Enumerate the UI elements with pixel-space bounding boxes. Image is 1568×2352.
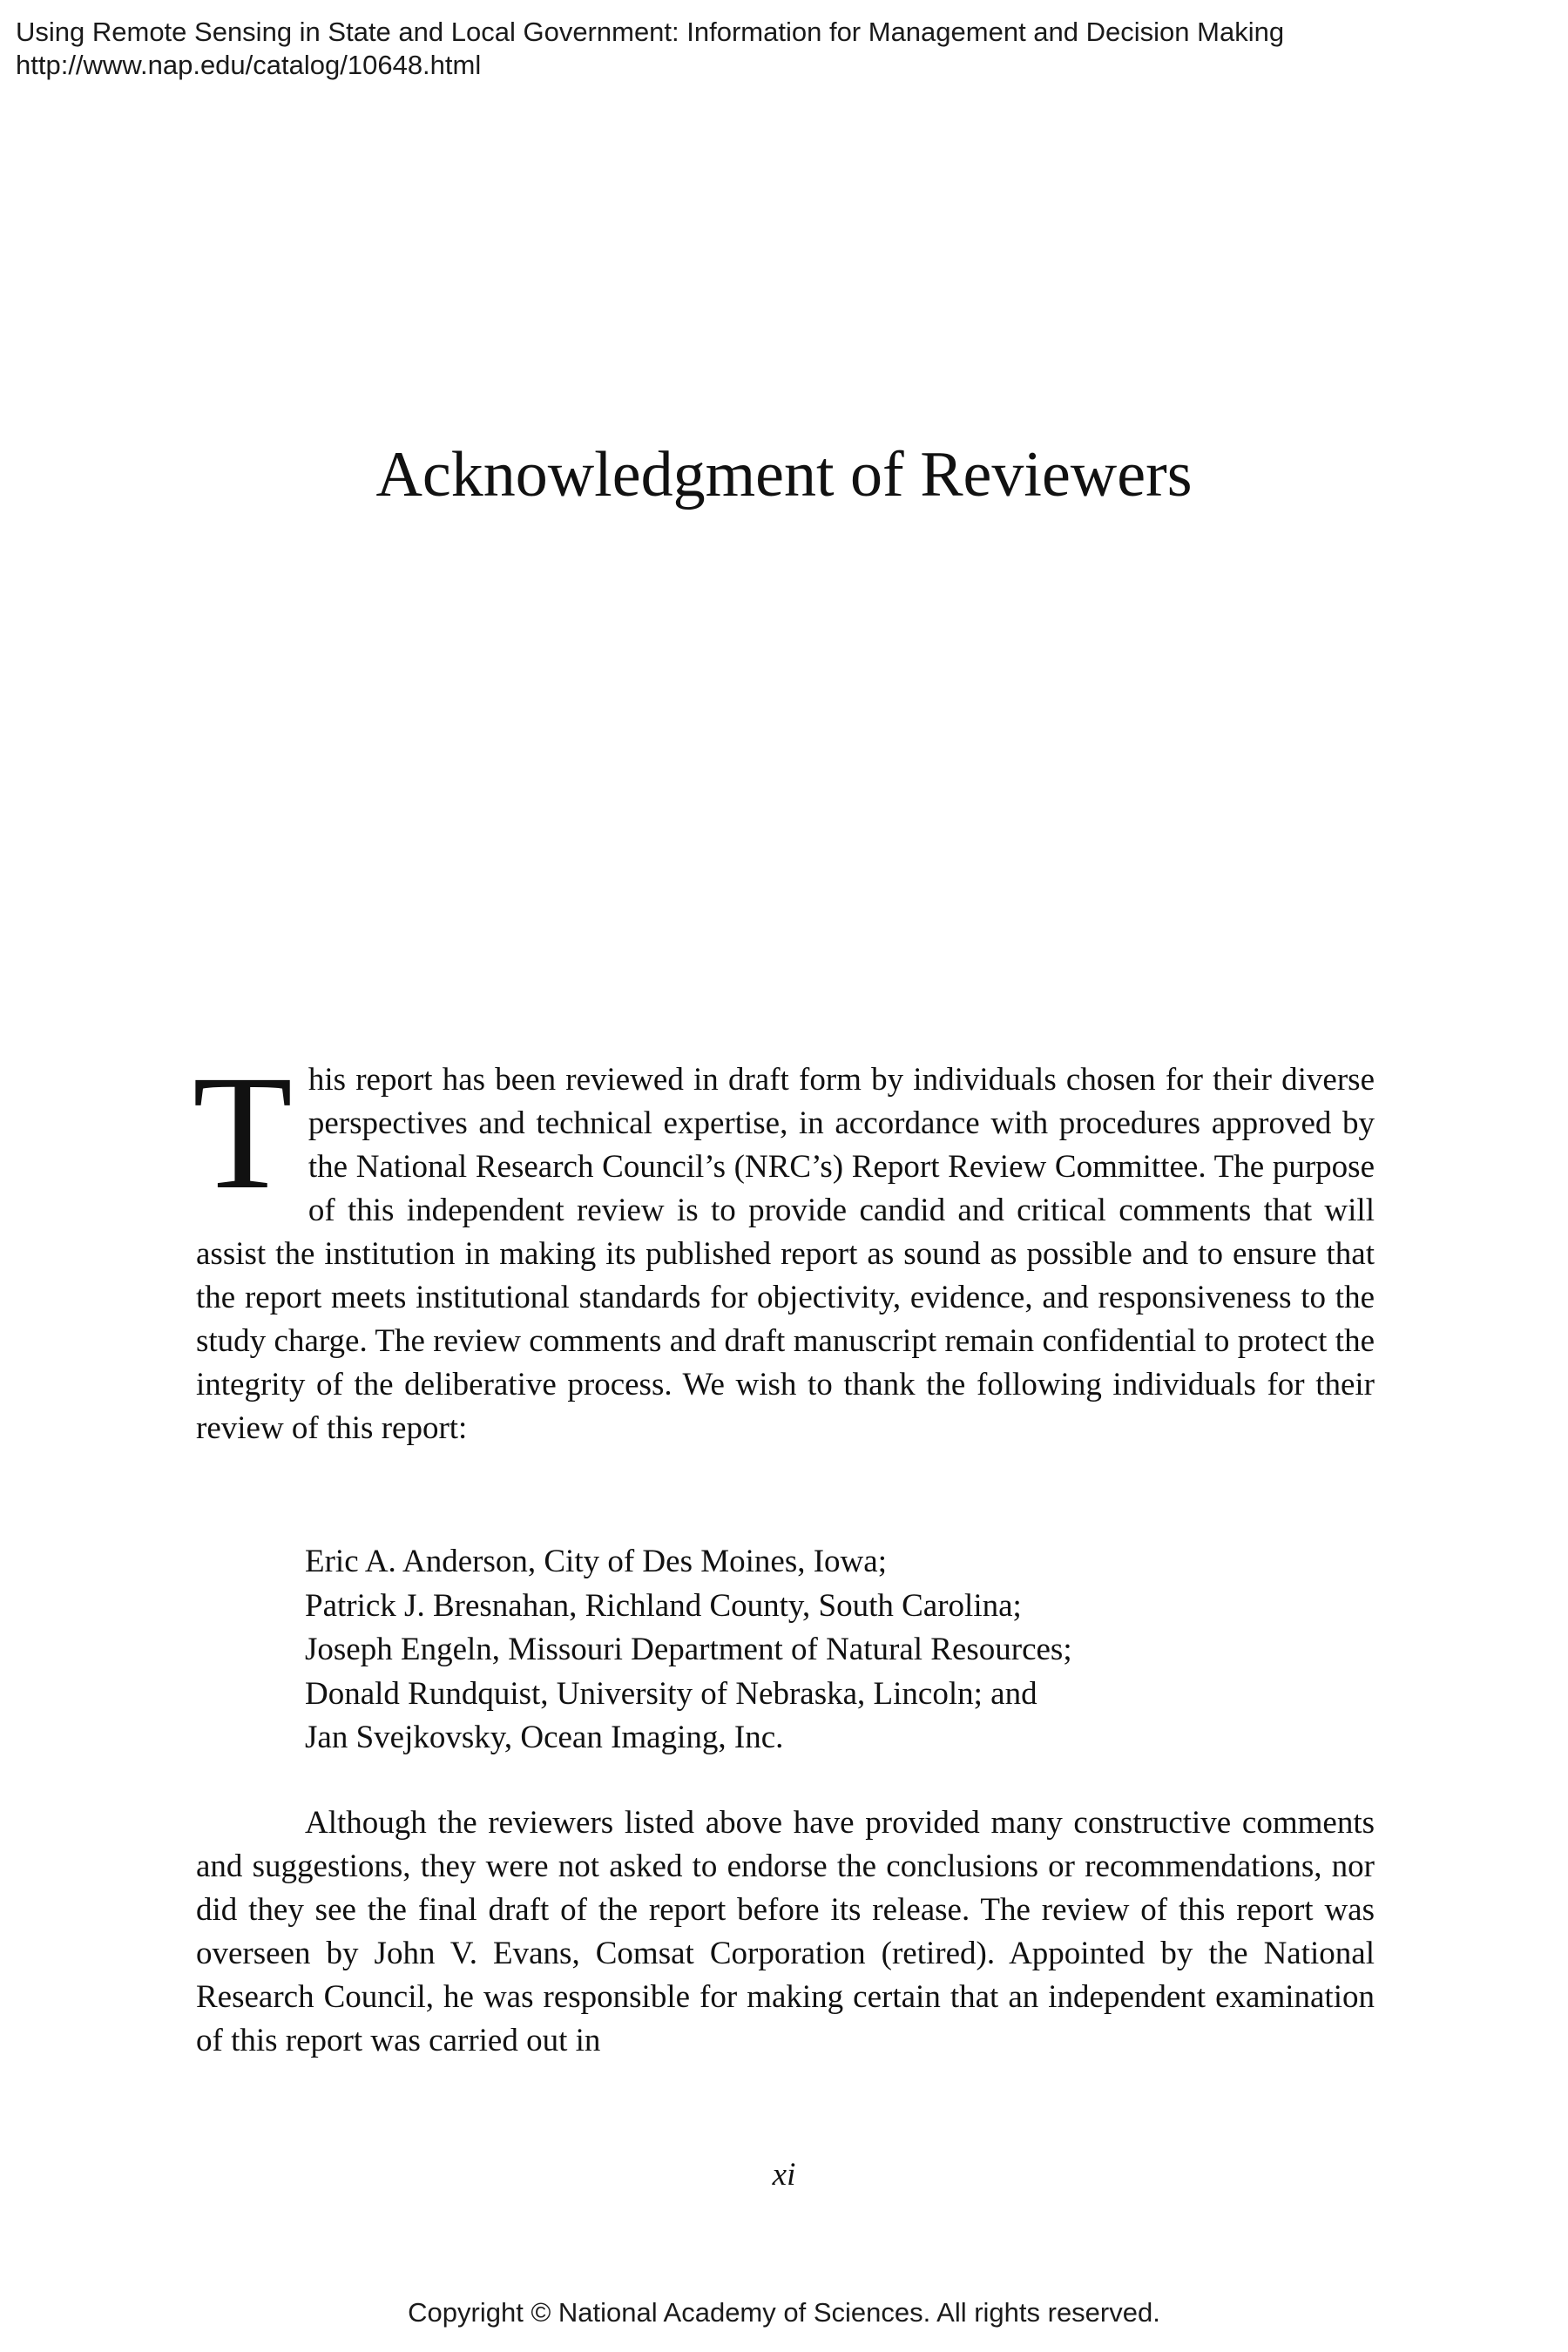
catalog-url-header: http://www.nap.edu/catalog/10648.html: [16, 50, 482, 80]
book-title-header: Using Remote Sensing in State and Local Government: Information for Management and Decision Making: [16, 17, 1285, 47]
intro-paragraph: [193, 1041, 1375, 1450]
page-header: [16, 16, 1284, 82]
closing-paragraph: Although the reviewers listed above have provided many constructive comments and suggestions, they were not asked to endorse the conclusions or recommendations, nor did they see the final draft of the report before its release. The review of this report was overseen by John V. Evans, Comsat Corporation (retired). Appointed by the National Research Council, he was responsible for making certain that an independent examination of this report was carried out in: [196, 1805, 1375, 2058]
list-item: Eric A. Anderson, City of Des Moines, Iowa;: [305, 1544, 887, 1579]
page-number: xi: [772, 2157, 796, 2193]
reviewer-list: [305, 1540, 1072, 1761]
list-item: Donald Rundquist, University of Nebraska, Lincoln; and: [305, 1675, 1037, 1712]
copyright-footer: Copyright © National Academy of Sciences. All rights reserved.: [408, 2297, 1160, 2328]
page-title: Acknowledgment of Reviewers: [375, 439, 1193, 510]
list-item: Joseph Engeln, Missouri Department of Natural Resources;: [305, 1632, 1072, 1667]
drop-cap: T: [193, 1041, 293, 1223]
list-item: Patrick J. Bresnahan, Richland County, South Carolina;: [305, 1587, 1022, 1624]
list-item: Jan Svejkovsky, Ocean Imaging, Inc.: [305, 1720, 784, 1755]
intro-paragraph-text: his report has been reviewed in draft form by individuals chosen for their diverse perspectives and technical expertise, in accordance with procedures approved by the National Research Council’s (NRC’s) Report Review Committee. The purpose of this independent review is to provide candid and critical comments that will assist the institution in making its published report as sound as possible and to ensure that the report meets institutional standards for objectivity, evidence, and responsiveness to the study charge. The review comments and draft manuscript remain confidential to protect the integrity of the deliberative process. We wish to thank the following individuals for their review of this report:: [196, 1062, 1375, 1446]
